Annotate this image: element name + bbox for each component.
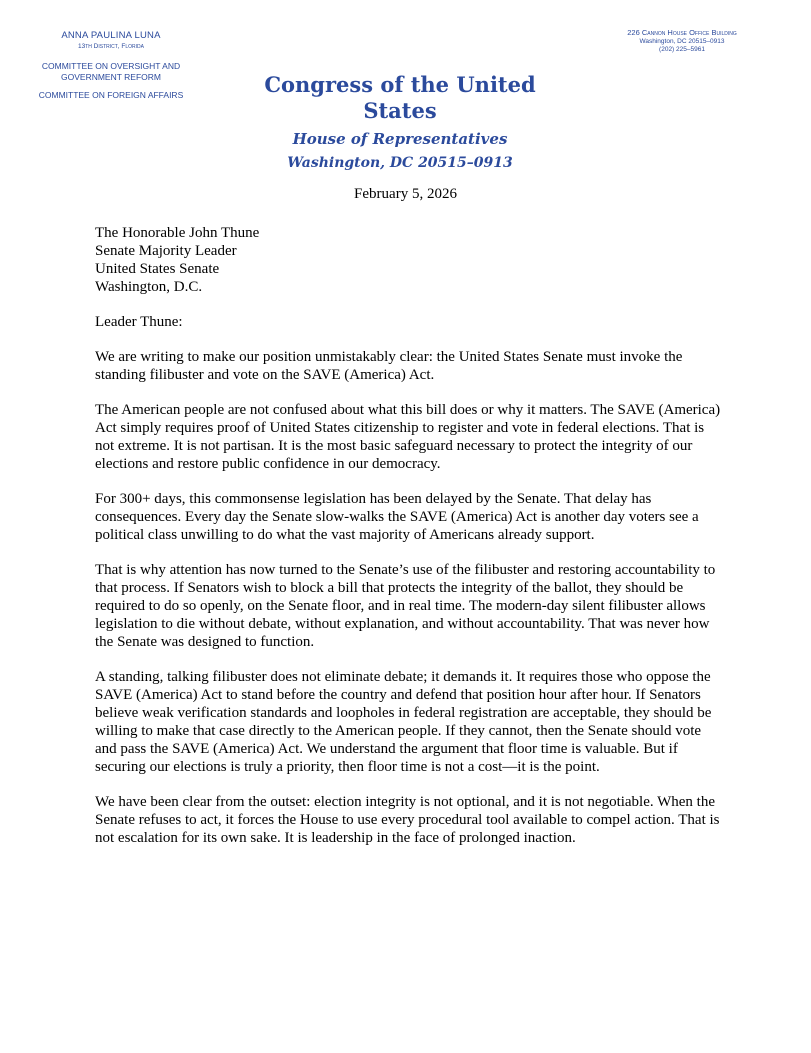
office-address-block	[597, 29, 767, 55]
header-subtitle: House of Representatives	[292, 130, 508, 148]
paragraph: For 300+ days, this commonsense legislation has been delayed by the Senate. That delay has consequences. Every day the Senate slow-walks the SAVE (America) Act is another day voters see a political class unwilling to do what the vast majority of Americans already support.	[95, 491, 699, 543]
letter-body	[95, 224, 725, 847]
recipient-line: Washington, D.C.	[95, 279, 203, 295]
letterhead-left	[22, 30, 200, 100]
paragraph: That is why attention has now turned to the Senate’s use of the filibuster and restoring accountability to that process. If Senators wish to block a bill that protects the integrity of the ballot, they should be required to do so openly, on the Senate floor, and in real time. The modern-day silent filibuster allows legislation to die without debate, without explanation, and without accountability. That was never how the Senate was designed to function.	[95, 562, 716, 650]
member-name: ANNA PAULINA LUNA	[61, 30, 161, 41]
paragraph: We have been clear from the outset: election integrity is not optional, and it is not negotiable. When the Senate refuses to act, it forces the House to use every procedural tool available to compel action. That is not escalation for its own sake. It is leadership in the face of prolonged inaction.	[95, 794, 720, 846]
committee-foreign-affairs: COMMITTEE ON FOREIGN AFFAIRS	[38, 90, 184, 100]
recipient-line: The Honorable John Thune	[95, 225, 260, 241]
paragraph: A standing, talking filibuster does not eliminate debate; it demands it. It requires those who oppose the SAVE (America) Act to stand before the country and defend that position hour after hour. If Senators believe weak verification standards and loopholes in federal registration are acceptable, they should be willing to make that case directly to the American people. If they cannot, then the Senate should vote and pass the SAVE (America) Act. We understand the argument that floor time is valuable. But if securing our elections is truly a priority, then floor time is not a cost—it is the point.	[95, 669, 712, 775]
letter-date: February 5, 2026	[354, 186, 457, 202]
member-district: 13th District, Florida	[77, 43, 145, 50]
office-phone: (202) 225–5961	[659, 46, 705, 53]
paragraph: We are writing to make our position unmistakably clear: the United States Senate must invoke the standing filibuster and vote on the SAVE (America) Act.	[95, 349, 683, 383]
header-title: Congress of the United States	[264, 72, 536, 123]
committee-oversight: COMMITTEE ON OVERSIGHT AND GOVERNMENT REFORM	[41, 61, 181, 82]
office-address: 226 Cannon House Office Building	[627, 28, 737, 37]
recipient-line: United States Senate	[95, 261, 220, 277]
congress-header	[240, 72, 560, 173]
salutation: Leader Thune:	[95, 314, 183, 330]
paragraph: The American people are not confused about what this bill does or why it matters. The SAVE (America) Act simply requires proof of United States citizenship to register and vote in federal elections. That is not extreme. It is not partisan. It is the most basic safeguard necessary to protect the integrity of our elections and restore public confidence in our democracy.	[95, 402, 721, 472]
office-city: Washington, DC 20515–0913	[639, 37, 725, 45]
header-city: Washington, DC 20515–0913	[287, 155, 513, 171]
recipient-line: Senate Majority Leader	[95, 243, 237, 259]
recipient-block	[95, 224, 725, 296]
